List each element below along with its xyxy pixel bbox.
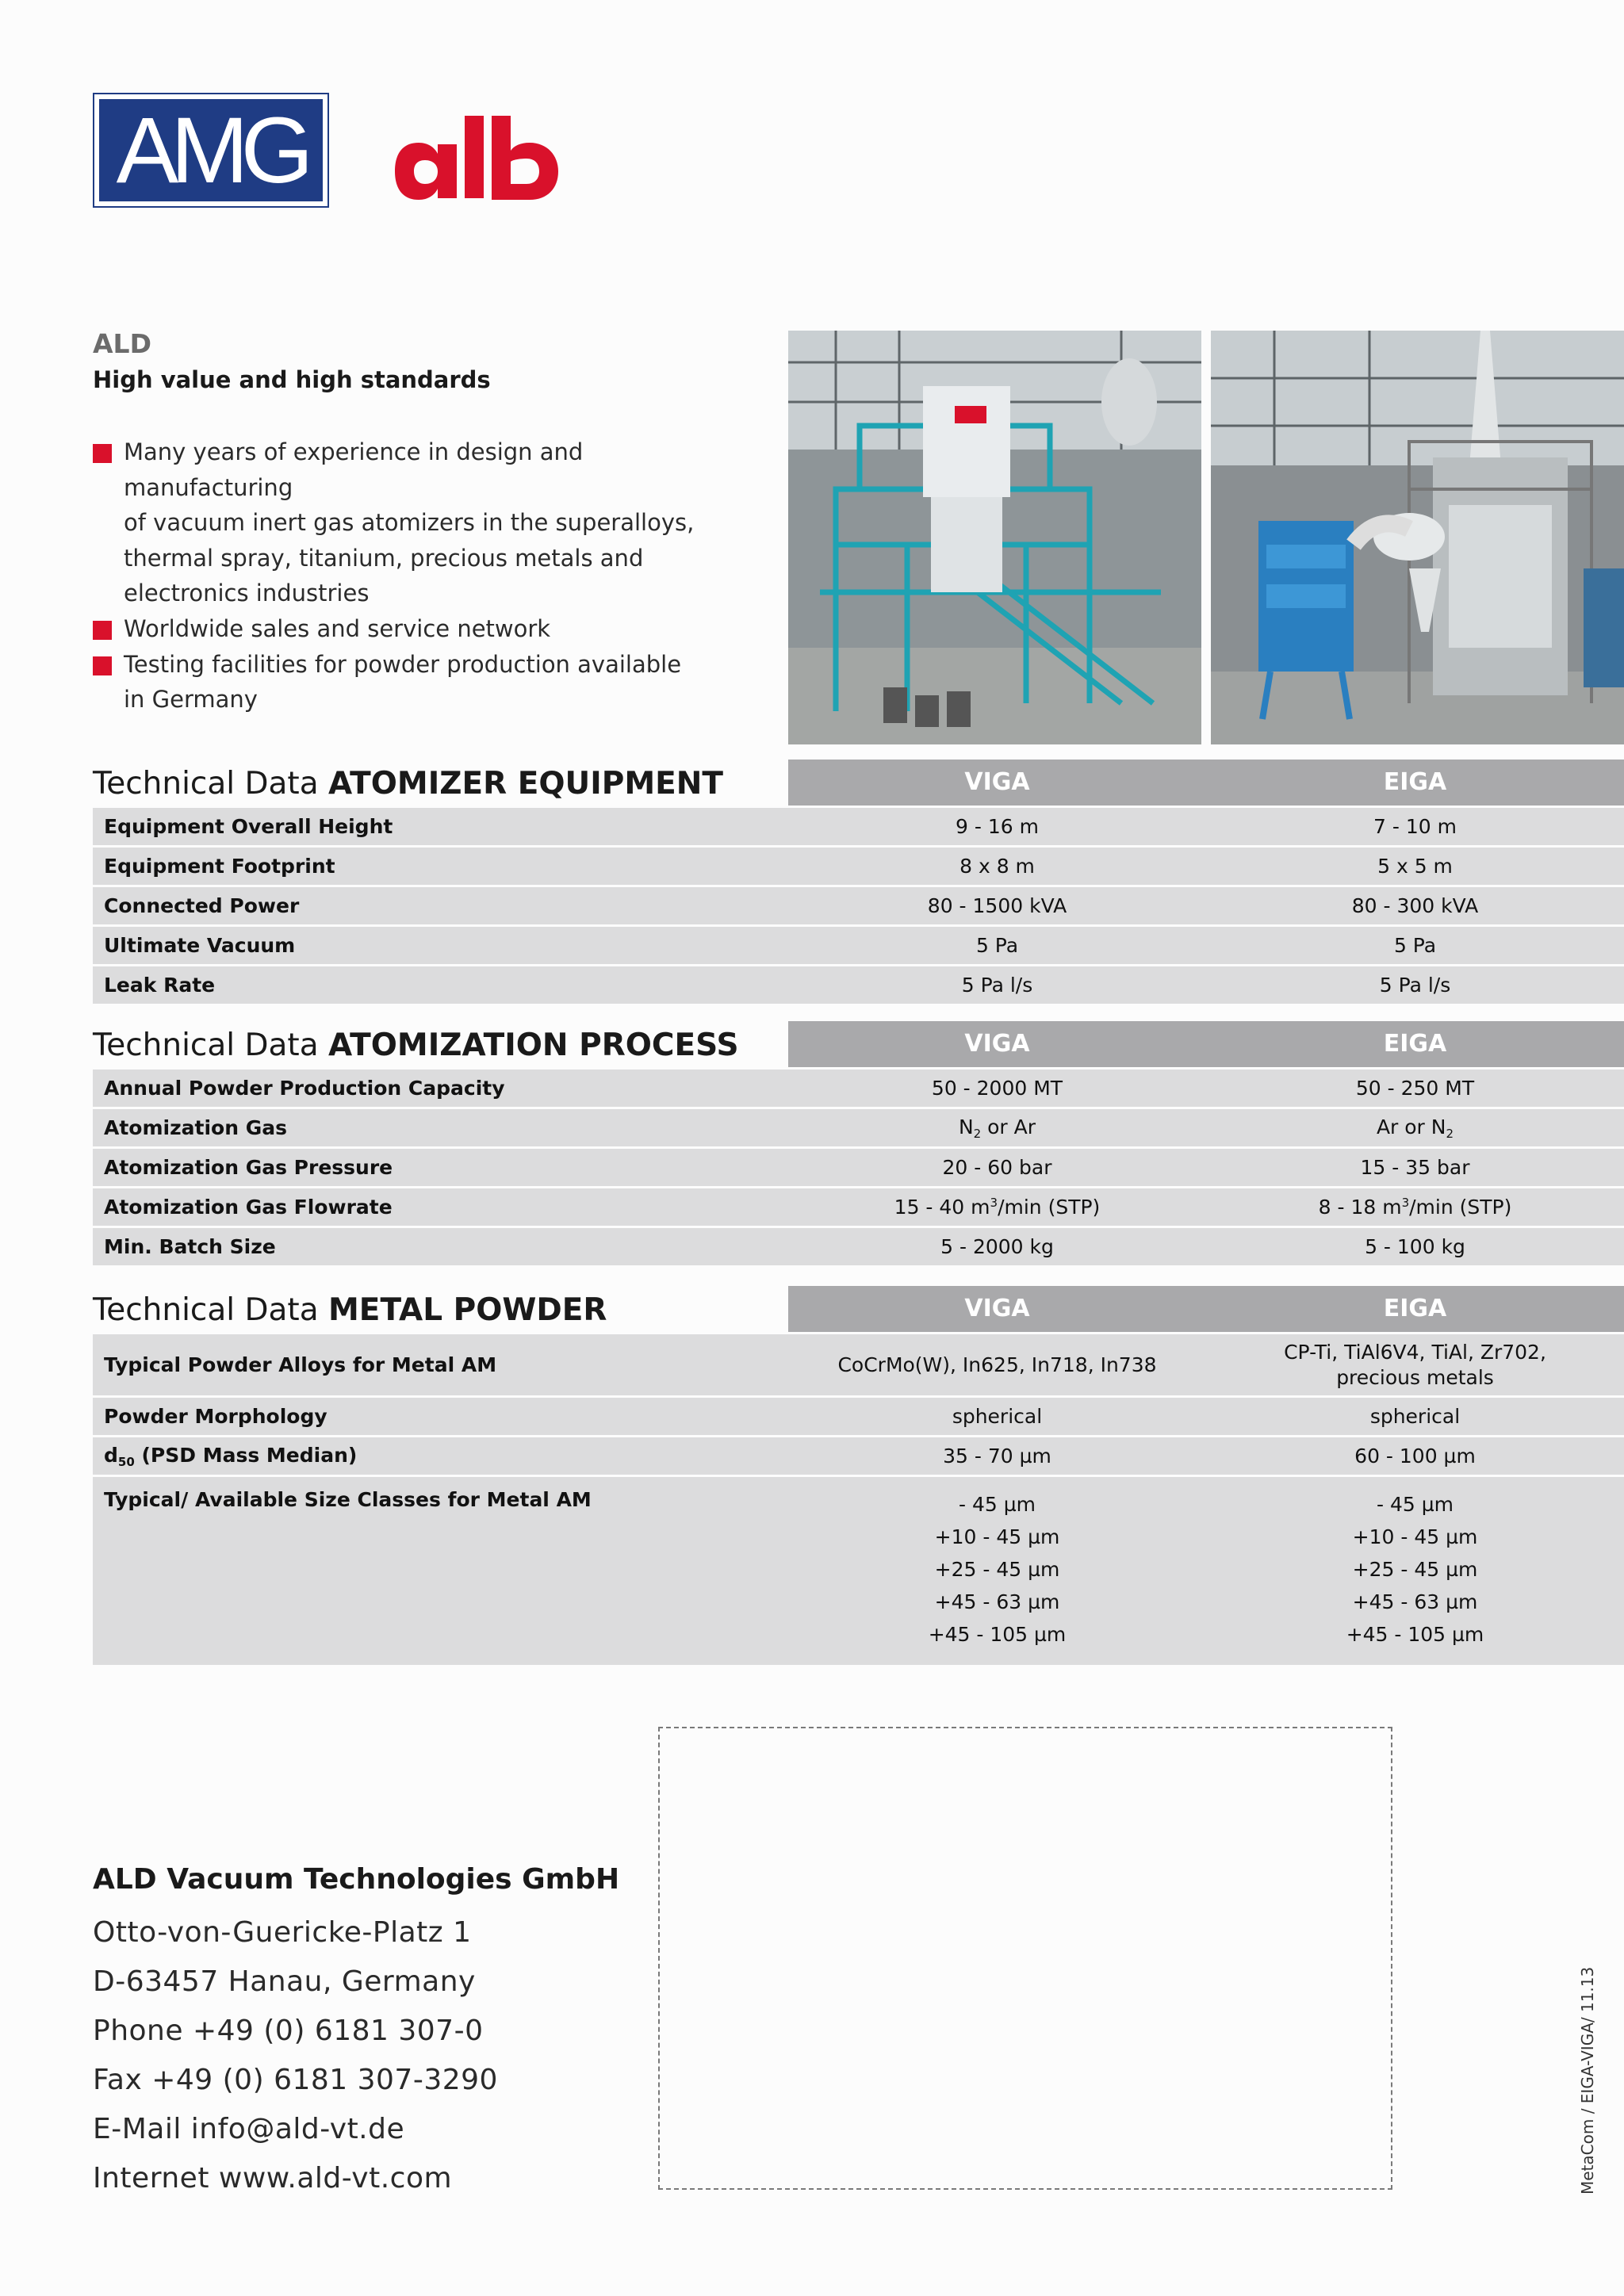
table-powder: [93, 1332, 1624, 1665]
table-row: Ultimate Vacuum 5 Pa 5 Pa: [93, 924, 1624, 964]
address-email[interactable]: E-Mail info@ald-vt.de: [93, 2113, 405, 2145]
list-item: Many years of experience in design and manufacturing of vacuum inert gas atomizers in the superalloys, thermal spray, titanium, precious metals and electronics industries: [93, 434, 743, 611]
section-title-equipment: Technical Data ATOMIZER EQUIPMENT: [93, 766, 724, 802]
bullet-square-icon: [93, 444, 112, 463]
column-header-viga: VIGA: [964, 768, 1030, 796]
address-website[interactable]: Internet www.ald-vt.com: [93, 2162, 453, 2195]
company-name: ALD Vacuum Technologies GmbH: [93, 1863, 620, 1896]
address-fax: Fax +49 (0) 6181 307-3290: [93, 2064, 498, 2096]
table-row: Atomization Gas Flowrate 15 - 40 $m^3/\min$ (STP) 8 - 18 $m^3/\min$ (STP): [93, 1186, 1624, 1226]
column-header-viga: VIGA: [964, 1295, 1030, 1322]
table-row: Min. Batch Size 5 - 2000 kg 5 - 100 kg: [93, 1226, 1624, 1265]
column-header-eiga: EIGA: [1383, 1295, 1447, 1322]
table-header-powder: [788, 1286, 1624, 1332]
table-row: Leak Rate 5 Pa l/s 5 Pa l/s: [93, 964, 1624, 1004]
table-row: Equipment Footprint 8 x 8 m 5 x 5 m: [93, 845, 1624, 885]
amg-logo: [93, 93, 329, 208]
ald-logo: [395, 109, 561, 205]
eiga-atomizer-plant-photo: [1211, 331, 1624, 744]
table-row: Annual Powder Production Capacity 50 - 2000 MT 50 - 250 MT: [93, 1067, 1624, 1107]
address-phone: Phone +49 (0) 6181 307-0: [93, 2015, 484, 2047]
table-row: Typical Powder Alloys for Metal AM CoCrMo(W), In625, In718, In738 CP-Ti, TiAl6V4, TiAl, Zr702, precious metals: [93, 1332, 1624, 1395]
bullet-square-icon: [93, 621, 112, 640]
column-header-eiga: EIGA: [1383, 1030, 1447, 1058]
company-address: [93, 1863, 619, 2203]
table-row: Typical/ Available Size Classes for Metal AM - 45 µm +10 - 45 µm +25 - 45 µm +45 - 63 µm +45 - 105 µm - 45 µm +10 - 45 µm +25 - 45 µm +45 - 63 µm +45 - 105 µm: [93, 1475, 1624, 1665]
table-equipment: [93, 806, 1624, 1004]
intro-heading: ALD: [93, 328, 151, 359]
bullet-square-icon: [93, 656, 112, 675]
table-row: Connected Power 80 - 1500 kVA 80 - 300 kVA: [93, 885, 1624, 924]
table-header-equipment: [788, 760, 1624, 806]
table-row: Atomization Gas $N_2$ or Ar Ar or $N_2$: [93, 1107, 1624, 1146]
document-code: MetaCom / EIGA-VIGA/ 11.13: [1578, 1966, 1597, 2195]
table-header-process: [788, 1021, 1624, 1067]
amg-logo-text: AMG: [116, 98, 306, 203]
table-row: Atomization Gas Pressure 20 - 60 bar 15 - 35 bar: [93, 1146, 1624, 1186]
table-row: Equipment Overall Height 9 - 16 m 7 - 10 m: [93, 806, 1624, 845]
viga-atomizer-plant-photo: [788, 331, 1201, 744]
section-title-process: Technical Data ATOMIZATION PROCESS: [93, 1027, 739, 1063]
list-item: Worldwide sales and service network: [93, 611, 743, 647]
feature-list: [93, 434, 743, 718]
table-row: Powder Morphology spherical spherical: [93, 1395, 1624, 1435]
address-street: Otto-von-Guericke-Platz 1: [93, 1916, 472, 1949]
stamp-placeholder-box: [658, 1727, 1392, 2190]
column-header-viga: VIGA: [964, 1030, 1030, 1058]
table-process: [93, 1067, 1624, 1265]
intro-subheading: High value and high standards: [93, 366, 491, 393]
address-city: D-63457 Hanau, Germany: [93, 1965, 476, 1998]
list-item: Testing facilities for powder production available in Germany: [93, 647, 743, 718]
section-title-powder: Technical Data METAL POWDER: [93, 1292, 607, 1328]
column-header-eiga: EIGA: [1383, 768, 1447, 796]
table-row: $d_{50}$ (PSD Mass Median) 35 - 70 µm 60 - 100 µm: [93, 1435, 1624, 1475]
